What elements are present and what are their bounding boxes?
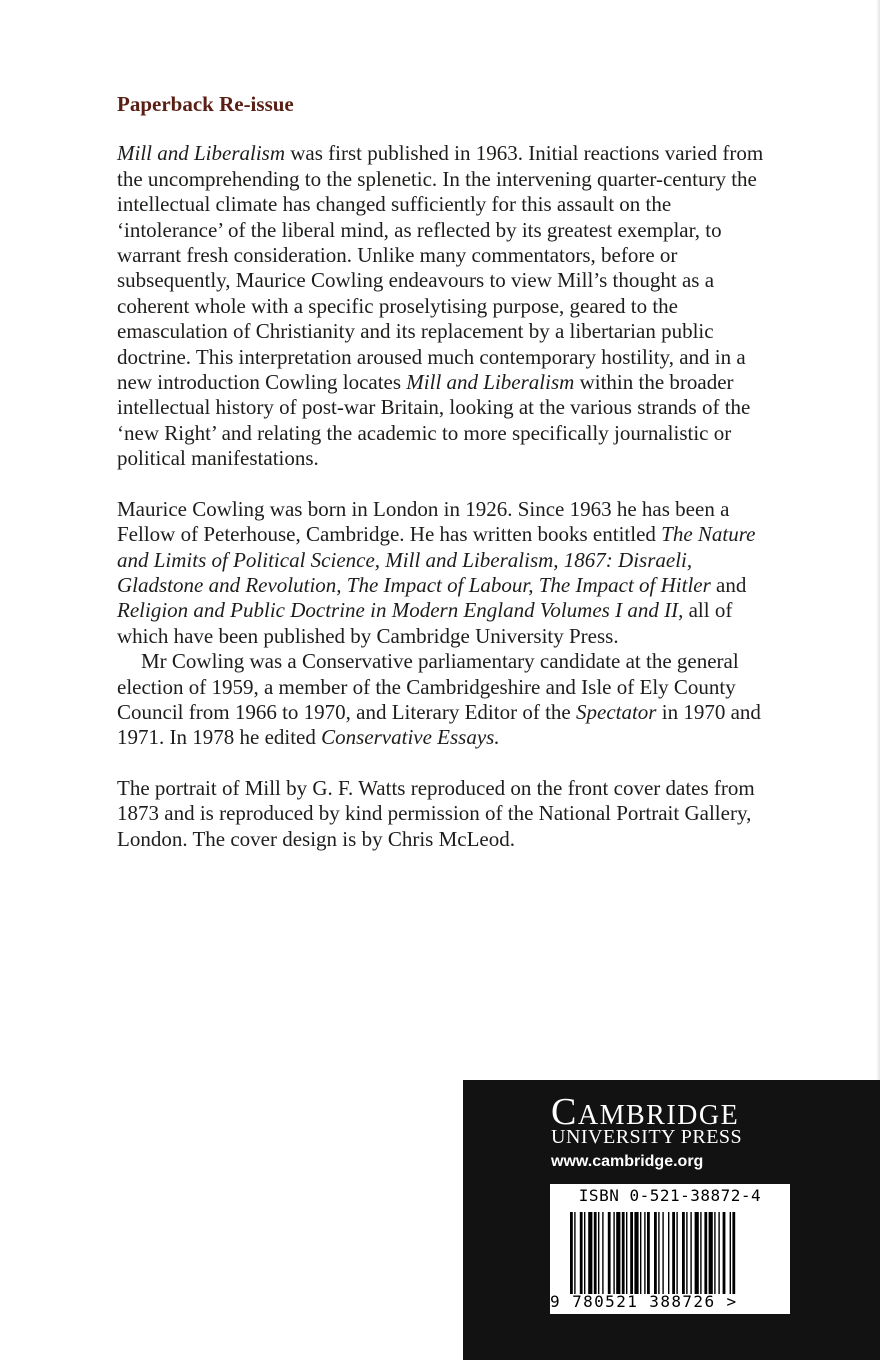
barcode-bar xyxy=(714,1212,715,1294)
barcode-bar xyxy=(574,1212,575,1294)
essays-title: Conservative Essays. xyxy=(321,725,500,750)
barcode-bar xyxy=(630,1212,633,1294)
barcode-bar xyxy=(732,1212,735,1294)
book-description xyxy=(117,141,777,471)
barcode-bar xyxy=(730,1212,731,1294)
career-text: Mr Cowling was a Conservative parliamentary candidate at the general election of 1959, a member of the Cambridgeshire and Isle of Ely County Council from 1966 to 1970, and Literary Editor of the xyxy=(117,649,739,724)
reissue-heading: Paperback Re-issue xyxy=(117,92,294,116)
barcode-digits: 9 780521 388726 > xyxy=(550,1292,738,1311)
barcode-bar xyxy=(676,1212,677,1294)
barcode-bar xyxy=(654,1212,657,1294)
barcode-bar xyxy=(662,1212,663,1294)
bio-text: Maurice Cowling was born in London in 1926. Since 1963 he has been a Fellow of Peterhouse, Cambridge. He has written books entitled xyxy=(117,496,730,547)
barcode-bar xyxy=(695,1212,699,1294)
barcode-bar xyxy=(644,1212,645,1294)
barcode-bar xyxy=(700,1212,701,1294)
back-cover-text xyxy=(117,92,777,852)
barcode-bar xyxy=(613,1212,614,1294)
barcode-bar xyxy=(616,1212,620,1294)
publisher-name: CAMBRIDGE xyxy=(551,1091,740,1133)
cover-credits: The portrait of Mill by G. F. Watts reproduced on the front cover dates from 1873 and is reproduced by kind permission of the National Portrait Gallery, London. The cover design is by Chris McLeod. xyxy=(117,775,755,851)
barcode-bar xyxy=(647,1212,650,1294)
barcode-bar xyxy=(622,1212,625,1294)
barcode xyxy=(550,1184,790,1314)
barcode-bar xyxy=(608,1212,611,1294)
barcode-bar xyxy=(584,1212,585,1294)
barcode-bars xyxy=(570,1212,775,1294)
barcode-bar xyxy=(570,1212,573,1294)
book-title: Mill and Liberalism xyxy=(406,370,575,395)
author-bio xyxy=(117,497,777,649)
bio-text: and xyxy=(710,572,747,597)
barcode-bar xyxy=(709,1212,713,1294)
career-text: in 1970 and 1971. In 1978 he edited xyxy=(117,699,761,750)
barcode-bar xyxy=(690,1212,691,1294)
barcode-bar xyxy=(672,1212,675,1294)
barcode-bar xyxy=(686,1212,687,1294)
publisher-url: www.cambridge.org xyxy=(551,1153,704,1170)
barcode-bar xyxy=(718,1212,719,1294)
barcode-bar xyxy=(634,1212,638,1294)
author-career xyxy=(117,649,777,751)
barcode-bar xyxy=(682,1212,685,1294)
barcode-bar xyxy=(626,1212,627,1294)
barcode-bar xyxy=(658,1212,659,1294)
publisher-block xyxy=(463,1080,880,1360)
publisher-press: UNIVERSITY PRESS xyxy=(551,1126,743,1148)
bio-text: all of which have been published by Cambridge University Press. xyxy=(117,598,733,648)
book-list: Religion and Public Doctrine in Modern England Volumes I and II, xyxy=(117,598,684,623)
book-list: The Nature and Limits of Political Science, Mill and Liberalism, 1867: Disraeli, Gladstone and Revolution, The Impact of Labour, The Impact of Hitler xyxy=(117,522,756,597)
barcode-bar xyxy=(668,1212,669,1294)
spectator-title: Spectator xyxy=(576,699,657,724)
barcode-bar xyxy=(598,1212,599,1294)
barcode-bar xyxy=(704,1212,707,1294)
isbn-label: ISBN 0-521-38872-4 xyxy=(578,1186,762,1205)
book-title: Mill and Liberalism xyxy=(117,141,286,166)
description-text: was first published in 1963. Initial reactions varied from the uncomprehending to the splenetic. In the intervening quarter-century the intellectual climate has changed sufficiently for this assault on the ‘intolerance’ of the liberal mind, as reflected by its greatest exemplar, to warrant fresh consideration. Unlike many commentators, before or subsequently, Maurice Cowling endeavours to view Mill’s thought as a coherent whole with a specific proselytising purpose, geared to the emasculation of Christianity and its replacement by a libertarian public doctrine. This interpretation aroused much contemporary hostility, and in a new introduction Cowling locates xyxy=(117,141,764,395)
barcode-bar xyxy=(640,1212,641,1294)
barcode-bar xyxy=(594,1212,597,1294)
barcode-bar xyxy=(602,1212,603,1294)
barcode-bar xyxy=(588,1212,592,1294)
barcode-bar xyxy=(580,1212,583,1294)
barcode-bar xyxy=(723,1212,726,1294)
description-text: within the broader intellectual history of post-war Britain, looking at the various strands of the ‘new Right’ and relating the academic to more specifically journalistic or political manifestations. xyxy=(117,370,751,471)
